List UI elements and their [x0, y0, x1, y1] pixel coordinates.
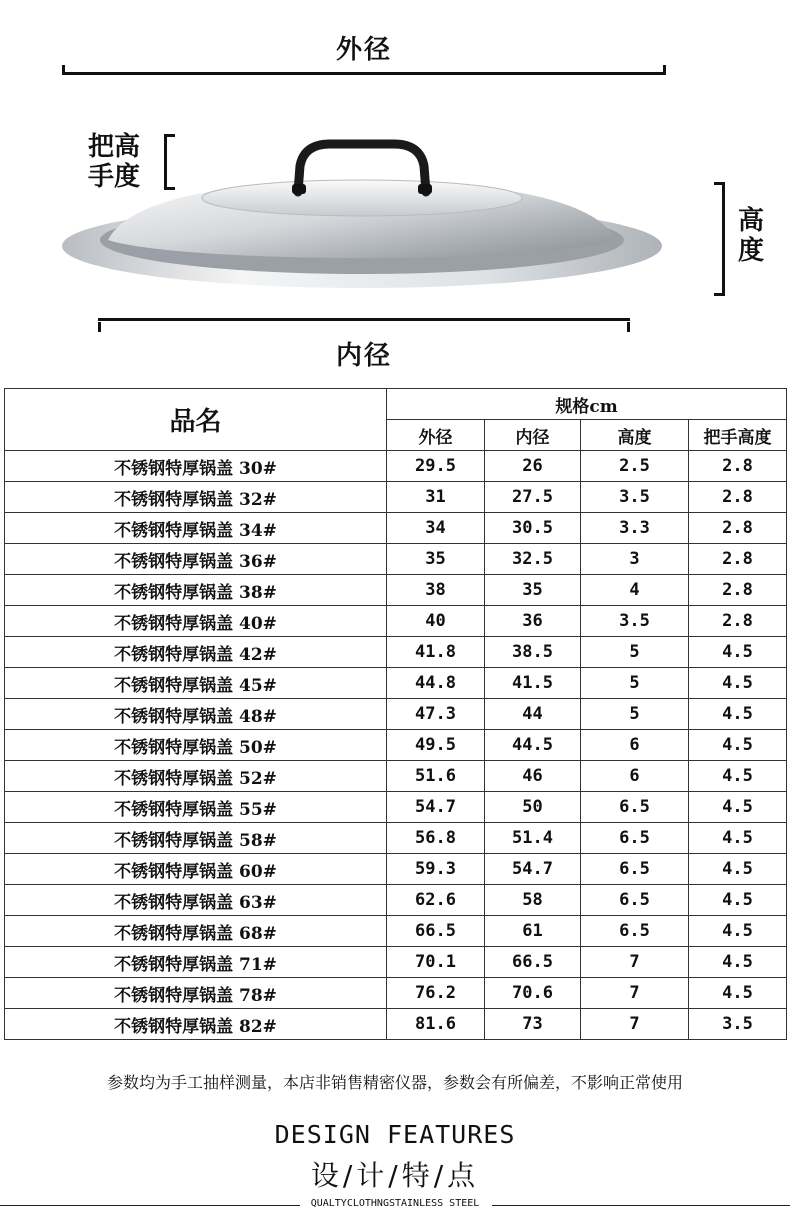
- cell-outer: 54.7: [387, 792, 485, 823]
- cell-product-name: 不锈钢特厚锅盖 52#: [5, 761, 387, 792]
- cell-outer: 56.8: [387, 823, 485, 854]
- handle-height-label-line2: 手度: [88, 162, 141, 192]
- table-row: [5, 792, 787, 823]
- cell-outer: 49.5: [387, 730, 485, 761]
- cell-outer: 59.3: [387, 854, 485, 885]
- header-outer: 外径: [387, 420, 485, 451]
- cell-height: 6.5: [581, 916, 689, 947]
- cell-handle-height: 4.5: [689, 637, 787, 668]
- table-row: [5, 513, 787, 544]
- cell-height: 7: [581, 947, 689, 978]
- table-row: [5, 823, 787, 854]
- cell-product-name: 不锈钢特厚锅盖 36#: [5, 544, 387, 575]
- cell-inner: 70.6: [485, 978, 581, 1009]
- cell-handle-height: 4.5: [689, 823, 787, 854]
- cell-inner: 35: [485, 575, 581, 606]
- header-inner: 内径: [485, 420, 581, 451]
- cell-handle-height: 2.8: [689, 451, 787, 482]
- cell-height: 2.5: [581, 451, 689, 482]
- cell-inner: 44: [485, 699, 581, 730]
- cell-product-name: 不锈钢特厚锅盖 48#: [5, 699, 387, 730]
- table-row: [5, 916, 787, 947]
- table-row: [5, 606, 787, 637]
- cell-product-name: 不锈钢特厚锅盖 60#: [5, 854, 387, 885]
- cell-inner: 51.4: [485, 823, 581, 854]
- cell-inner: 61: [485, 916, 581, 947]
- cell-outer: 51.6: [387, 761, 485, 792]
- header-spec-group: 规格cm: [387, 389, 787, 420]
- cell-product-name: 不锈钢特厚锅盖 68#: [5, 916, 387, 947]
- height-label-line2: 度: [738, 236, 765, 266]
- cell-handle-height: 2.8: [689, 606, 787, 637]
- cell-height: 5: [581, 668, 689, 699]
- cell-handle-height: 4.5: [689, 947, 787, 978]
- cell-inner: 30.5: [485, 513, 581, 544]
- cell-product-name: 不锈钢特厚锅盖 34#: [5, 513, 387, 544]
- cell-height: 6.5: [581, 885, 689, 916]
- table-row: [5, 699, 787, 730]
- cell-height: 4: [581, 575, 689, 606]
- cell-outer: 81.6: [387, 1009, 485, 1040]
- handle-height-label-line1: 把高: [88, 132, 141, 162]
- cell-height: 6: [581, 730, 689, 761]
- cell-outer: 34: [387, 513, 485, 544]
- table-row: [5, 451, 787, 482]
- cell-handle-height: 4.5: [689, 885, 787, 916]
- cell-inner: 38.5: [485, 637, 581, 668]
- cell-outer: 29.5: [387, 451, 485, 482]
- table-row: [5, 978, 787, 1009]
- design-features-title: DESIGN FEATURES: [274, 1120, 516, 1149]
- cell-product-name: 不锈钢特厚锅盖 30#: [5, 451, 387, 482]
- cell-product-name: 不锈钢特厚锅盖 38#: [5, 575, 387, 606]
- table-row: [5, 885, 787, 916]
- cell-outer: 44.8: [387, 668, 485, 699]
- height-label-line1: 高: [738, 206, 765, 236]
- inner-diameter-line: [98, 318, 630, 329]
- cell-handle-height: 2.8: [689, 575, 787, 606]
- cell-height: 6.5: [581, 823, 689, 854]
- cell-handle-height: 4.5: [689, 761, 787, 792]
- outer-diameter-label: 外径: [336, 35, 393, 65]
- outer-diameter-line: [62, 66, 666, 75]
- table-row: [5, 761, 787, 792]
- cell-height: 5: [581, 699, 689, 730]
- inner-diameter-label: 内径: [336, 341, 393, 371]
- cell-handle-height: 2.8: [689, 513, 787, 544]
- cell-height: 6.5: [581, 854, 689, 885]
- cell-product-name: 不锈钢特厚锅盖 50#: [5, 730, 387, 761]
- cell-outer: 76.2: [387, 978, 485, 1009]
- cell-height: 7: [581, 978, 689, 1009]
- table-row: [5, 730, 787, 761]
- header-height: 高度: [581, 420, 689, 451]
- cell-inner: 36: [485, 606, 581, 637]
- cell-handle-height: 4.5: [689, 668, 787, 699]
- cell-product-name: 不锈钢特厚锅盖 45#: [5, 668, 387, 699]
- cell-inner: 46: [485, 761, 581, 792]
- table-row: [5, 544, 787, 575]
- cell-outer: 70.1: [387, 947, 485, 978]
- tagline-text: QUALTYCLOTHNGSTAINLESS STEEL: [308, 1198, 483, 1209]
- cell-outer: 35: [387, 544, 485, 575]
- cell-outer: 66.5: [387, 916, 485, 947]
- cell-height: 5: [581, 637, 689, 668]
- cell-inner: 41.5: [485, 668, 581, 699]
- table-row: [5, 482, 787, 513]
- cell-inner: 66.5: [485, 947, 581, 978]
- measurement-note: 参数均为手工抽样测量，本店非销售精密仪器，参数会有所偏差，不影响正常使用: [106, 1073, 683, 1092]
- cell-inner: 26: [485, 451, 581, 482]
- cell-inner: 50: [485, 792, 581, 823]
- pot-lid-image: [60, 136, 670, 296]
- design-features-subtitle: 设/计/特/点: [310, 1159, 480, 1192]
- cell-height: 3: [581, 544, 689, 575]
- cell-inner: 73: [485, 1009, 581, 1040]
- cell-handle-height: 3.5: [689, 1009, 787, 1040]
- cell-handle-height: 4.5: [689, 792, 787, 823]
- cell-handle-height: 2.8: [689, 482, 787, 513]
- cell-product-name: 不锈钢特厚锅盖 40#: [5, 606, 387, 637]
- cell-outer: 38: [387, 575, 485, 606]
- table-row: [5, 854, 787, 885]
- cell-handle-height: 4.5: [689, 699, 787, 730]
- header-handle-height: 把手高度: [689, 420, 787, 451]
- cell-height: 3.3: [581, 513, 689, 544]
- cell-outer: 62.6: [387, 885, 485, 916]
- cell-height: 6.5: [581, 792, 689, 823]
- cell-inner: 27.5: [485, 482, 581, 513]
- cell-inner: 58: [485, 885, 581, 916]
- cell-product-name: 不锈钢特厚锅盖 82#: [5, 1009, 387, 1040]
- cell-handle-height: 2.8: [689, 544, 787, 575]
- cell-height: 3.5: [581, 482, 689, 513]
- cell-handle-height: 4.5: [689, 916, 787, 947]
- cell-outer: 41.8: [387, 637, 485, 668]
- cell-outer: 47.3: [387, 699, 485, 730]
- header-product-name: 品名: [5, 389, 387, 451]
- cell-product-name: 不锈钢特厚锅盖 55#: [5, 792, 387, 823]
- cell-inner: 44.5: [485, 730, 581, 761]
- table-row: [5, 575, 787, 606]
- cell-product-name: 不锈钢特厚锅盖 78#: [5, 978, 387, 1009]
- cell-height: 7: [581, 1009, 689, 1040]
- cell-product-name: 不锈钢特厚锅盖 63#: [5, 885, 387, 916]
- cell-handle-height: 4.5: [689, 854, 787, 885]
- table-row: [5, 668, 787, 699]
- cell-handle-height: 4.5: [689, 730, 787, 761]
- height-label: [738, 206, 764, 266]
- cell-product-name: 不锈钢特厚锅盖 32#: [5, 482, 387, 513]
- table-row: [5, 637, 787, 668]
- spec-table: [4, 388, 787, 1040]
- cell-outer: 40: [387, 606, 485, 637]
- cell-handle-height: 4.5: [689, 978, 787, 1009]
- cell-inner: 54.7: [485, 854, 581, 885]
- cell-product-name: 不锈钢特厚锅盖 58#: [5, 823, 387, 854]
- cell-height: 6: [581, 761, 689, 792]
- cell-outer: 31: [387, 482, 485, 513]
- cell-inner: 32.5: [485, 544, 581, 575]
- tagline: [0, 1198, 790, 1209]
- cell-height: 3.5: [581, 606, 689, 637]
- cell-product-name: 不锈钢特厚锅盖 71#: [5, 947, 387, 978]
- table-row: [5, 947, 787, 978]
- cell-product-name: 不锈钢特厚锅盖 42#: [5, 637, 387, 668]
- height-bracket: [714, 182, 725, 296]
- table-row: [5, 1009, 787, 1040]
